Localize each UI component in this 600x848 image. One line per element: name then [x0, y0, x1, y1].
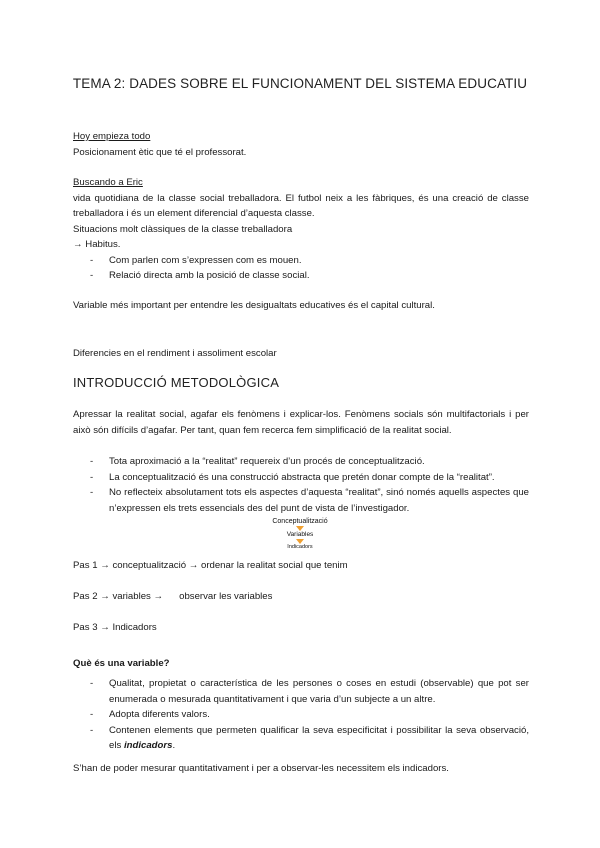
section-heading: Hoy empieza todo [73, 131, 151, 142]
indicadors-emphasis: indicadors [123, 740, 173, 751]
step-2-description: observar les variables [179, 591, 273, 602]
list-item: - Qualitat, propietat o característica de les persones o coses en estudi (observable) que pot ser enumerada o mesurada quantitativament i que varia d’un subjecte a un altre. [73, 676, 529, 707]
habitus-line: → Habitus. [73, 239, 121, 250]
step-3: Pas 3 → Indicadors [73, 622, 157, 633]
section-line: Situacions molt clàssiques de la classe treballadora [73, 223, 293, 235]
bullet-list [73, 676, 529, 754]
diagram-label-variables: Variables [286, 531, 314, 538]
variable-heading: Què és una variable? [73, 658, 170, 669]
variable-closing-paragraph: S’han de poder mesurar quantitativament i per a observar-les necessitem els indicadors. [73, 763, 449, 774]
list-item: - No reflecteix absolutament tots els aspectes d’aquesta “realitat”, sinó només aquells aspectes que n’expressen els trets essencials des del punt de vista de l’investigador. [73, 485, 529, 516]
step-2-label: Pas 2 → variables → [73, 591, 164, 602]
variable-bullets [73, 676, 529, 754]
section-heading-introduccio: INTRODUCCIÓ METODOLÒGICA [73, 375, 280, 390]
intro-paragraph: Apressar la realitat social, agafar els fenòmens i explicar-los. Fenòmens socials són multifactorials i per això són difícils d’agafar. Per tant, quan fem recerca fem simplificació de la realitat social. [73, 409, 529, 436]
list-item [73, 723, 529, 754]
list-item-period: . [172, 740, 176, 751]
section-heading: Buscando a Eric [73, 177, 143, 188]
diagram-label-indicadors: Indicadors [287, 544, 313, 550]
diagram-label-conceptualitzacio: Conceptualització [272, 518, 328, 525]
bullet-list [73, 454, 529, 516]
section-text: Posicionament ètic que té el professorat. [73, 146, 247, 158]
list-item: - Tota aproximació a la “realitat” requereix d’un procés de conceptualització. [73, 454, 529, 470]
bullet-list [73, 253, 529, 284]
section-buscando-a-eric [73, 175, 529, 284]
section-hoy-empieza-todo [73, 129, 529, 160]
list-item: - La conceptualització és una construcció abstracta que pretén donar compte de la “realitat”. [73, 470, 529, 486]
section-paragraph: vida quotidiana de la classe social treballadora. El futbol neix a les fàbriques, és una creació de classe treballadora i és un element diferencial d’aquesta classe. [73, 192, 529, 219]
intro-bullets [73, 454, 529, 516]
differences-line: Diferencies en el rendiment i assoliment escolar [73, 348, 277, 359]
list-item: - Relació directa amb la posició de classe social. [73, 268, 529, 284]
list-item: - Com parlen com s’expressen com es mouen. [73, 253, 529, 269]
step-2 [73, 589, 272, 605]
capital-cultural-paragraph: Variable més important per entendre les desigualtats educatives és el capital cultural. [73, 300, 435, 311]
list-item: - Adopta diferents valors. [73, 707, 529, 723]
concept-diagram [262, 517, 338, 553]
step-1: Pas 1 → conceptualització → ordenar la realitat social que tenim [73, 560, 348, 571]
page-title: TEMA 2: DADES SOBRE EL FUNCIONAMENT DEL SISTEMA EDUCATIU [72, 76, 528, 91]
list-item-text: Contenen elements que permeten qualificar la seva especificitat i possibilitar la seva observació, els [109, 724, 529, 751]
